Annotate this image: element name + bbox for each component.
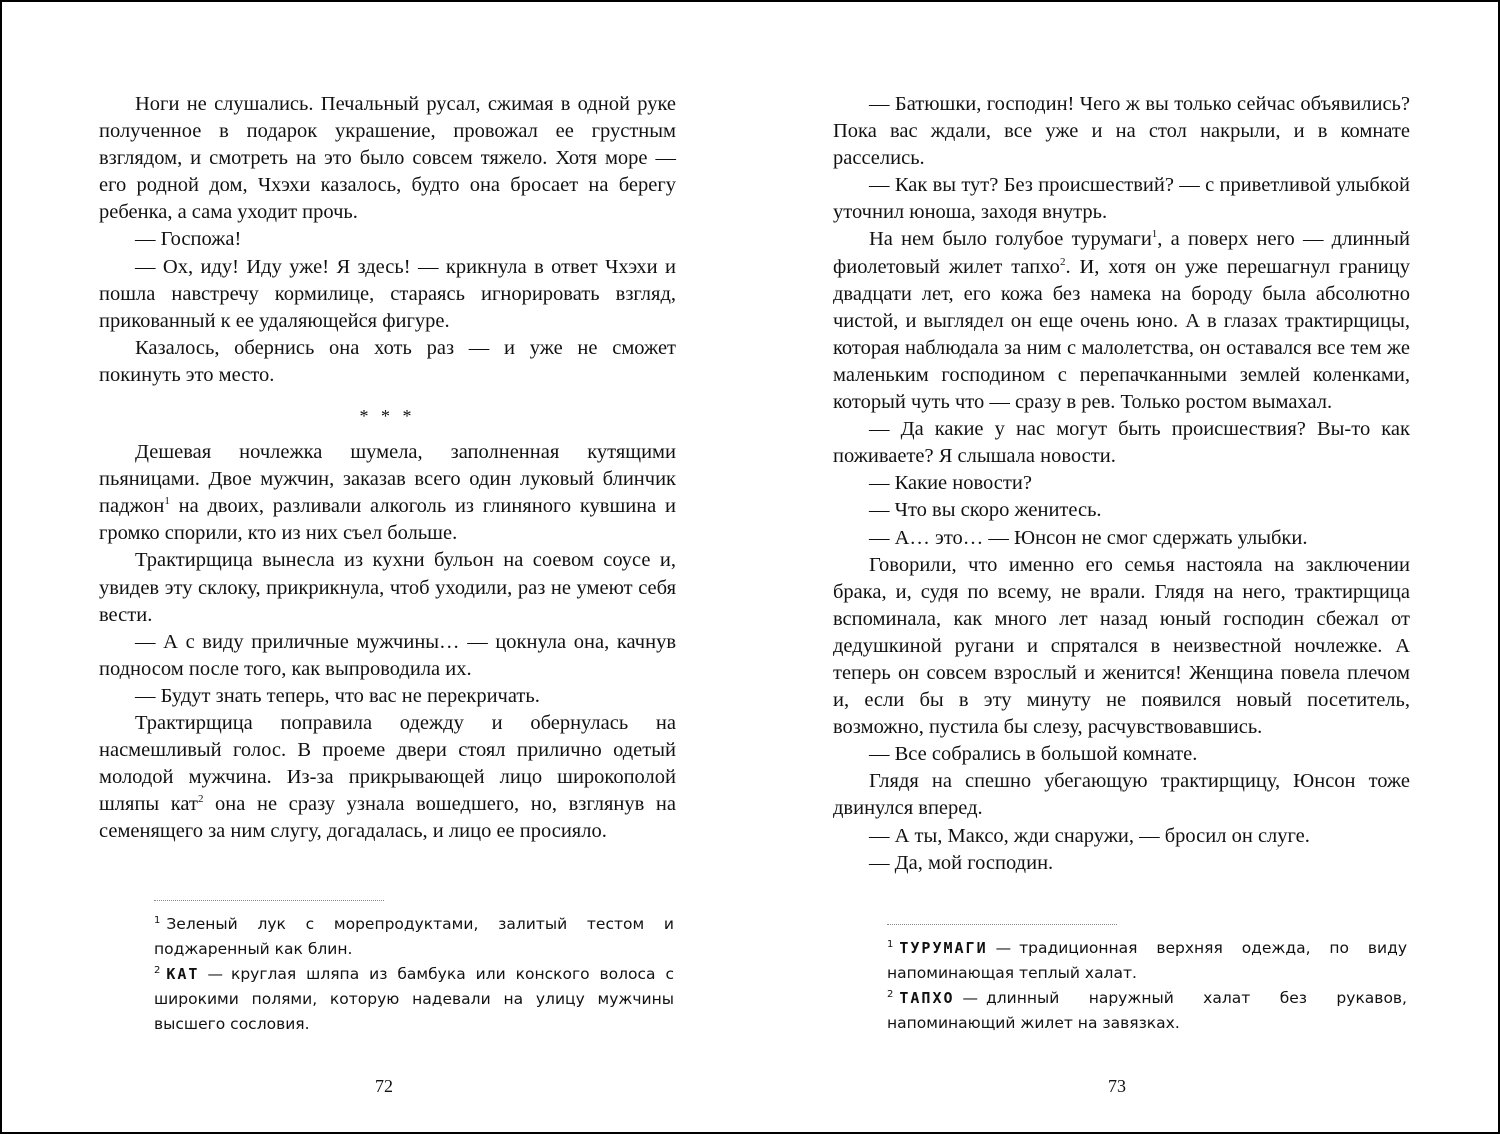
footnote-text: круглая шляпа из бамбука или конского волоса с широкими полями, которую надевали на улицу мужчины высшего сословия. bbox=[154, 965, 674, 1033]
footnote-number: 2 bbox=[887, 989, 894, 1000]
footnote-dash: — bbox=[962, 989, 979, 1007]
paragraph: — А… это… — Юнсон не смог сдержать улыбки. bbox=[869, 526, 1308, 549]
paragraph: Глядя на спешно убегающую трактирщицу, Юнсон тоже двинулся вперед. bbox=[833, 770, 1410, 820]
left-page bbox=[2, 2, 750, 1132]
paragraph: — Будут знать теперь, что вас не перекричать. bbox=[135, 684, 540, 707]
paragraph: — А с виду приличные мужчины… — цокнула она, качнув подносом после того, как выпроводила их. bbox=[99, 630, 676, 680]
paragraph-text: На нем было голубое турумаги bbox=[869, 228, 1152, 251]
footnotes bbox=[887, 936, 1407, 1036]
paragraph: — Батюшки, господин! Чего ж вы только сейчас объявились? Пока вас ждали, все уже и на стол накрыли, и в комнате расселись. bbox=[833, 93, 1410, 170]
paragraph: — Да какие у нас могут быть происшествия? Вы-то как поживаете? Я слышала новости. bbox=[833, 418, 1410, 468]
paragraph-text: , а поверх него — длинный фиолетовый жилет тапхо bbox=[833, 228, 1410, 278]
paragraph: — Госпожа! bbox=[135, 228, 242, 251]
left-page-body bbox=[99, 91, 676, 845]
paragraph: — Да, мой господин. bbox=[869, 851, 1054, 874]
paragraph-text: на двоих, разливали алкоголь из глиняного кувшина и громко спорили, кто из них съел больше. bbox=[99, 495, 676, 545]
paragraph bbox=[833, 226, 1410, 416]
paragraph: Трактирщица вынесла из кухни бульон на соевом соусе и, увидев эту склоку, прикрикнула, чтоб уходили, раз не умеют себя вести. bbox=[99, 549, 676, 626]
right-page-body bbox=[833, 91, 1410, 877]
footnote-2 bbox=[887, 986, 1407, 1036]
page-number: 73 bbox=[1108, 1076, 1126, 1096]
footnote-number: 1 bbox=[154, 915, 161, 926]
footnote-text: традиционная верхняя одежда, по виду напоминающая теплый халат. bbox=[887, 939, 1407, 982]
paragraph-text: Дешевая ночлежка шумела, заполненная кутящими пьяницами. Двое мужчин, заказав всего один луковый блинчик паджон bbox=[99, 441, 676, 518]
paragraph: — Ох, иду! Иду уже! Я здесь! — крикнула в ответ Чхэхи и пошла навстречу кормилице, стараясь игнорировать взгляд, прикованный к ее удаляющейся фигуре. bbox=[99, 255, 676, 332]
footnote-ref[interactable]: 2 bbox=[1059, 255, 1066, 268]
section-break: * * * bbox=[359, 406, 416, 427]
footnote-1 bbox=[154, 912, 674, 962]
footnote-number: 1 bbox=[887, 939, 894, 950]
right-page bbox=[750, 2, 1498, 1132]
footnote-ref[interactable]: 2 bbox=[197, 793, 204, 806]
paragraph: Казалось, обернись она хоть раз — и уже не сможет покинуть это место. bbox=[99, 336, 676, 386]
paragraph-text: . И, хотя он уже перешагнул границу двадцати лет, его кожа без намека на бороду была абсолютно чистой, и выглядел он еще очень юно. А в глазах трактирщицы, которая наблюдала за ним с малолетства, он оставался все тем же маленьким господином с перепачканными землей коленками, который чуть что — сразу в рев. Только ростом вымахал. bbox=[833, 255, 1410, 414]
paragraph-text: она не сразу узнала вошедшего, но, взглянув на семенящего за ним слугу, догадалась, и лицо ее просияло. bbox=[99, 793, 676, 843]
footnote-separator bbox=[154, 900, 384, 901]
paragraph bbox=[99, 439, 676, 547]
paragraph: — А ты, Максо, жди снаружи, — бросил он слуге. bbox=[869, 824, 1310, 847]
footnote-dash: — bbox=[207, 965, 223, 983]
paragraph: — Что вы скоро женитесь. bbox=[869, 499, 1102, 522]
footnote-1 bbox=[887, 936, 1407, 986]
footnote-text: длинный наружный халат без рукавов, напоминающий жилет на завязках. bbox=[887, 989, 1407, 1032]
footnote-term: ТАПХО bbox=[899, 989, 955, 1007]
footnote-ref[interactable]: 1 bbox=[1151, 228, 1158, 241]
footnote-2 bbox=[154, 962, 674, 1037]
footnote-term: КАТ bbox=[166, 965, 200, 983]
paragraph: — Как вы тут? Без происшествий? — с приветливой улыбкой уточнил юноша, заходя внутрь. bbox=[833, 174, 1410, 224]
footnote-separator bbox=[887, 924, 1117, 925]
page-number: 72 bbox=[375, 1076, 393, 1096]
footnotes bbox=[154, 912, 674, 1037]
footnote-text: Зеленый лук с морепродуктами, залитый тестом и поджаренный как блин. bbox=[154, 915, 674, 958]
footnote-number: 2 bbox=[154, 965, 161, 976]
paragraph: — Какие новости? bbox=[869, 472, 1032, 495]
footnote-ref[interactable]: 1 bbox=[164, 495, 170, 508]
paragraph: Ноги не слушались. Печальный русал, сжимая в одной руке полученное в подарок украшение, провожал ее грустным взглядом, и смотреть на это было совсем тяжело. Хотя море — его родной дом, Чхэхи казалось, будто она бросает на берегу ребенка, а сама уходит прочь. bbox=[99, 93, 676, 224]
paragraph bbox=[99, 710, 676, 845]
footnote-dash: — bbox=[995, 939, 1012, 957]
paragraph: Говорили, что именно его семья настояла на заключении брака, и, судя по всему, не врали. Глядя на него, трактирщица вспоминала, как много лет назад юный господин сбежал от дедушкиной ругани и спрятался в неизвестной ночлежке. А теперь он совсем взрослый и женится! Женщина повела плечом и, если бы в эту минуту не появился новый посетитель, возможно, пустила бы слезу, расчувствовавшись. bbox=[833, 553, 1410, 739]
paragraph: — Все собрались в большой комнате. bbox=[869, 743, 1198, 766]
paragraph-text: Трактирщица поправила одежду и обернулась на насмешливый голос. В проеме двери стоял прилично одетый молодой мужчина. Из-за прикрывающей лицо широкополой шляпы кат bbox=[99, 711, 676, 816]
footnote-term: ТУРУМАГИ bbox=[899, 939, 988, 957]
